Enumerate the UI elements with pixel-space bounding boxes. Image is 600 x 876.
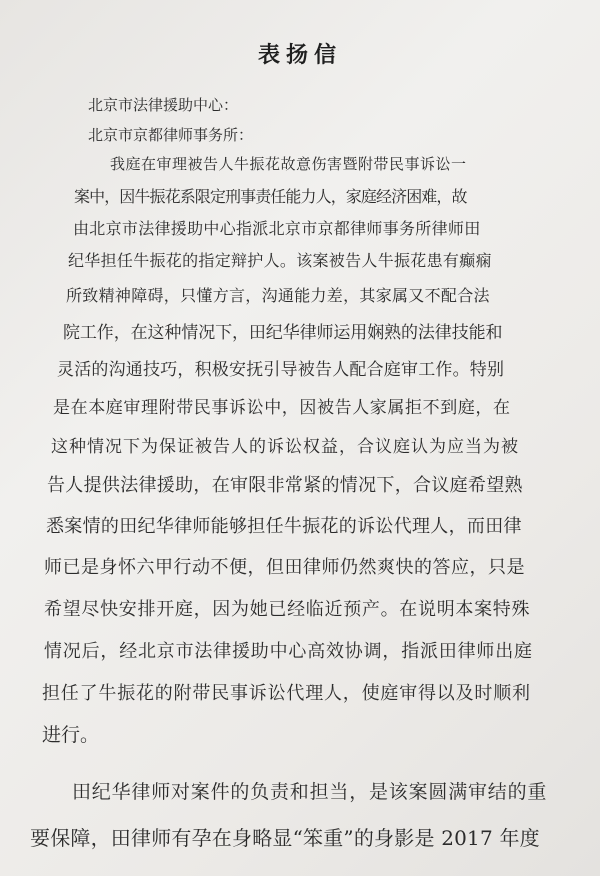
body-line: 告人提供法律援助，在审限非常紧的情况下，合议庭希望熟 [47, 475, 523, 496]
body-line: 所致精神障碍，只懂方言，沟通能力差，其家属又不配合法 [66, 286, 490, 305]
body-line: 灵活的沟通技巧，积极安抚引导被告人配合庭审工作。特别 [57, 360, 505, 380]
body-line: 是在本庭审理附带民事诉讼中，因被告人家属拒不到庭，在 [53, 398, 511, 418]
recipient-1: 北京市法律援助中心： [88, 96, 239, 114]
body-line: 院工作，在这种情况下，田纪华律师运用娴熟的法律技能和 [63, 323, 503, 343]
body-line: 田纪华律师对案件的负责和担当，是该案圆满审结的重 [72, 781, 548, 803]
body-line: 要保障，田律师有孕在身略显“笨重”的身影是 2017 年度 [30, 826, 540, 850]
body-line: 师已是身怀六甲行动不便，但田律师仍然爽快的答应，只是 [44, 557, 525, 578]
letter-title: 表扬信 [257, 42, 342, 68]
body-line: 悉案情的田纪华律师能够担任牛振花的诉讼代理人，而田律 [46, 516, 522, 537]
recipient-2: 北京市京都律师事务所： [88, 126, 254, 144]
body-line: 案中，因牛振花系限定刑事责任能力人，家庭经济困难，故 [74, 187, 467, 206]
body-line: 纪华担任牛振花的指定辩护人。该案被告人牛振花患有癫痫 [68, 251, 492, 270]
body-line: 这种情况下为保证被告人的诉讼权益，合议庭认为应当为被 [51, 437, 519, 457]
body-line: 情况后，经北京市法律援助中心高效协调，指派田律师出庭 [44, 641, 533, 662]
body-line: 希望尽快安排开庭，因为她已经临近预产。在说明本案特殊 [44, 599, 531, 620]
body-line: 由北京市法律援助中心指派北京市京都律师事务所律师田 [73, 219, 481, 238]
body-line: 进行。 [42, 724, 100, 746]
body-line: 担任了牛振花的附带民事诉讼代理人，使庭审得以及时顺利 [42, 683, 531, 704]
body-line: 我庭在审理被告人牛振花故意伤害暨附带民事诉讼一 [110, 155, 467, 173]
